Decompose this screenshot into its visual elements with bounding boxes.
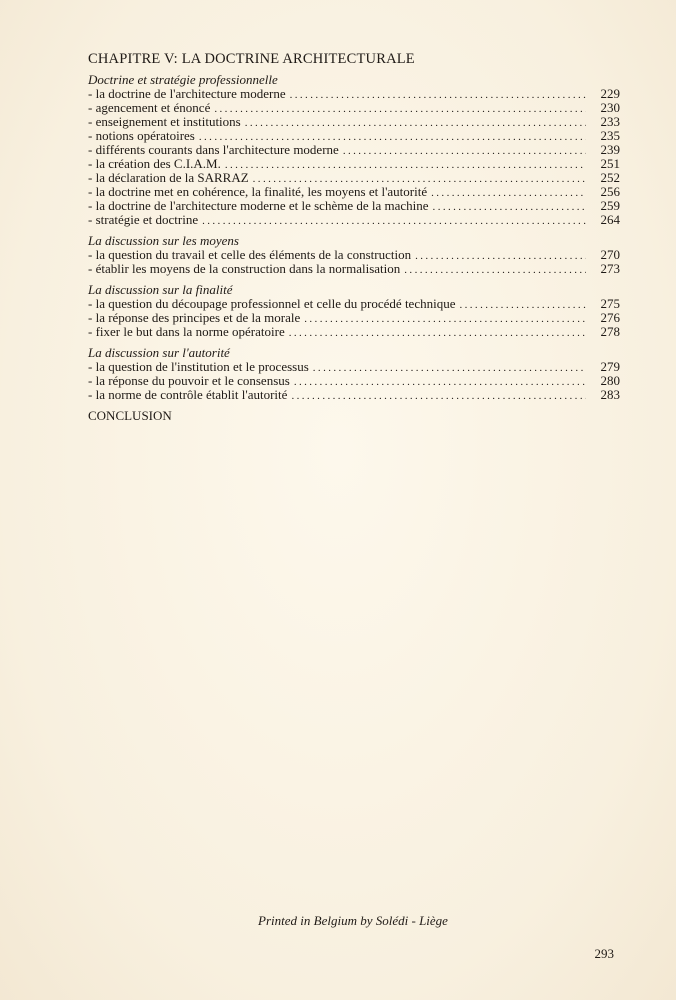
dot-leader [225, 158, 586, 172]
toc-entry [88, 171, 620, 185]
toc-entry [88, 101, 620, 115]
toc-entry [88, 143, 620, 157]
section-title: Doctrine et stratégie professionnelle [88, 72, 278, 87]
toc-entry [88, 360, 620, 374]
toc-entry-label: - stratégie et doctrine [88, 212, 199, 227]
toc-entry-label: - la réponse des principes et de la morale [88, 310, 301, 325]
toc-entry [88, 325, 620, 339]
toc-entry-page: 251 [600, 156, 620, 171]
toc-entry-page: 280 [600, 373, 620, 388]
chapter-title: CHAPITRE V: LA DOCTRINE ARCHITECTURALE [88, 51, 415, 67]
toc-section [88, 72, 620, 227]
toc-entry-page: 233 [600, 114, 620, 129]
dot-leader [290, 88, 586, 102]
dot-leader [459, 298, 586, 312]
dot-leader [304, 312, 586, 326]
toc-entry-list [88, 297, 620, 339]
toc-entry-label: - notions opératoires [88, 128, 195, 143]
toc-entry-page: 276 [600, 310, 620, 325]
dot-leader [291, 389, 586, 403]
toc-entry-label: - la norme de contrôle établit l'autorité [88, 387, 288, 402]
toc-entry-label: - la question du travail et celle des éléments de la construction [88, 247, 412, 262]
toc-entry [88, 388, 620, 402]
table-of-contents [88, 50, 620, 424]
toc-entry-label: - la réponse du pouvoir et le consensus [88, 373, 290, 388]
toc-entry [88, 199, 620, 213]
toc-entry [88, 115, 620, 129]
toc-entry [88, 157, 620, 171]
section-title: La discussion sur l'autorité [88, 345, 230, 360]
toc-entry [88, 311, 620, 325]
toc-entry-label: - la doctrine de l'architecture moderne [88, 86, 286, 101]
dot-leader [415, 249, 586, 263]
toc-entry-page: 270 [600, 247, 620, 262]
toc-entry-label: - agencement et énoncé [88, 100, 211, 115]
toc-entry-page: 259 [600, 198, 620, 213]
toc-entry-label: - enseignement et institutions [88, 114, 241, 129]
toc-entry-page: 235 [600, 128, 620, 143]
toc-entry-label: - la doctrine de l'architecture moderne et le schème de la machine [88, 198, 429, 213]
toc-section [88, 282, 620, 339]
dot-leader [202, 214, 586, 228]
dot-leader [343, 144, 586, 158]
toc-section [88, 233, 620, 276]
toc-entry-page: 273 [600, 261, 620, 276]
toc-entry-page: 252 [600, 170, 620, 185]
toc-sections [88, 72, 620, 402]
section-title: La discussion sur les moyens [88, 233, 239, 248]
dot-leader [245, 116, 586, 130]
toc-entry-page: 239 [600, 142, 620, 157]
dot-leader [214, 102, 586, 116]
toc-entry-label: - la déclaration de la SARRAZ [88, 170, 249, 185]
toc-section [88, 345, 620, 402]
toc-entry-list [88, 360, 620, 402]
toc-entry [88, 129, 620, 143]
toc-entry-page: 230 [600, 100, 620, 115]
toc-entry-page: 264 [600, 212, 620, 227]
toc-entry-page: 278 [600, 324, 620, 339]
dot-leader [294, 375, 586, 389]
page-number: 293 [594, 946, 614, 961]
toc-entry [88, 248, 620, 262]
toc-entry-page: 256 [600, 184, 620, 199]
toc-entry-list [88, 87, 620, 227]
toc-entry-label: - la question de l'institution et le processus [88, 359, 309, 374]
toc-entry [88, 185, 620, 199]
dot-leader [313, 361, 586, 375]
dot-leader [289, 326, 586, 340]
toc-entry [88, 87, 620, 101]
toc-entry [88, 262, 620, 276]
toc-entry [88, 297, 620, 311]
toc-entry-label: - fixer le but dans la norme opératoire [88, 324, 285, 339]
toc-entry-page: 279 [600, 359, 620, 374]
toc-entry-label: - la doctrine met en cohérence, la finalité, les moyens et l'autorité [88, 184, 428, 199]
toc-entry [88, 374, 620, 388]
printer-imprint: Printed in Belgium by Solédi - Liège [258, 913, 448, 928]
dot-leader [433, 200, 586, 214]
toc-entry-list [88, 248, 620, 276]
toc-entry-page: 229 [600, 86, 620, 101]
toc-entry-label: - différents courants dans l'architecture moderne [88, 142, 339, 157]
toc-entry-page: 275 [600, 296, 620, 311]
toc-entry-label: - la création des C.I.A.M. [88, 156, 221, 171]
dot-leader [404, 263, 586, 277]
section-title: La discussion sur la finalité [88, 282, 233, 297]
conclusion-heading: CONCLUSION [88, 408, 172, 423]
toc-entry [88, 213, 620, 227]
dot-leader [431, 186, 586, 200]
toc-entry-page: 283 [600, 387, 620, 402]
toc-entry-label: - la question du découpage professionnel et celle du procédé technique [88, 296, 456, 311]
toc-entry-label: - établir les moyens de la construction dans la normalisation [88, 261, 401, 276]
